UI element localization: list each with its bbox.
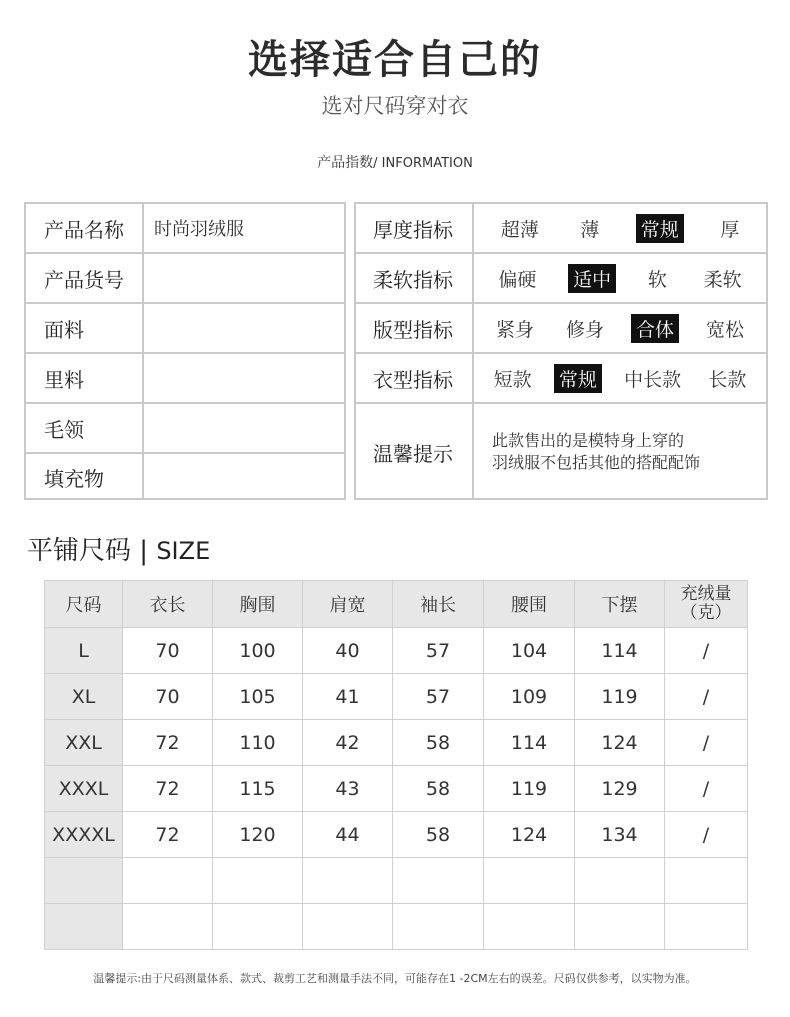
size-table-header: 胸围 (213, 581, 303, 628)
size-table-header: 下摆 (575, 581, 665, 628)
index-row (356, 354, 766, 404)
size-label-cell: XL (45, 674, 123, 720)
size-title-cn: 平铺尺码 (27, 536, 132, 566)
size-value-cell: 70 (123, 628, 213, 674)
size-value-cell: 72 (123, 812, 213, 858)
index-option: 超薄 (500, 218, 539, 241)
index-option: 宽松 (705, 318, 744, 341)
index-option: 长款 (708, 368, 747, 391)
size-label-cell (45, 904, 123, 950)
size-value-cell: 134 (575, 812, 665, 858)
size-label-cell (45, 858, 123, 904)
size-value-cell: 110 (213, 720, 303, 766)
index-option: 柔软 (703, 268, 742, 291)
size-value-cell (575, 858, 665, 904)
size-value-cell: 58 (393, 766, 484, 812)
size-value-cell: 58 (393, 720, 484, 766)
info-row (26, 254, 344, 304)
size-value-cell: 109 (484, 674, 575, 720)
size-table-row (45, 812, 748, 858)
tip-line: 此款售出的是模特身上穿的 (492, 431, 685, 450)
size-table-row (45, 720, 748, 766)
info-header-cn: 产品指数 (317, 155, 374, 171)
index-options (474, 354, 766, 402)
tip-row (356, 404, 766, 500)
size-value-cell: 120 (213, 812, 303, 858)
info-label: 里料 (26, 354, 144, 402)
index-options (474, 254, 766, 302)
info-label: 毛领 (26, 404, 144, 452)
size-value-cell (393, 904, 484, 950)
index-option: 薄 (580, 218, 600, 241)
index-option: 软 (647, 268, 667, 291)
index-option: 偏硬 (498, 268, 537, 291)
size-value-cell (665, 858, 748, 904)
size-value-cell (665, 904, 748, 950)
size-value-cell (303, 904, 393, 950)
page-subtitle: 选对尺码穿对衣 (321, 94, 469, 118)
size-value-cell: 57 (393, 674, 484, 720)
size-value-cell: 119 (484, 766, 575, 812)
info-row (26, 354, 344, 404)
size-table-row (45, 674, 748, 720)
size-label-cell: XXXXL (45, 812, 123, 858)
info-value (144, 454, 344, 500)
size-value-cell: 119 (575, 674, 665, 720)
tip-label: 温馨提示 (356, 404, 474, 500)
index-option-selected: 常规 (636, 214, 684, 243)
index-option: 短款 (493, 368, 532, 391)
size-value-cell (484, 904, 575, 950)
size-value-cell (484, 858, 575, 904)
size-table-header-row (45, 581, 748, 628)
size-value-cell: 114 (575, 628, 665, 674)
size-table-header: 腰围 (484, 581, 575, 628)
size-table-row (45, 766, 748, 812)
index-label: 柔软指标 (356, 254, 474, 302)
header-line: （克） (680, 603, 732, 623)
info-label: 产品名称 (26, 204, 144, 252)
size-value-cell: 72 (123, 720, 213, 766)
tip-text (474, 404, 766, 500)
index-option: 修身 (565, 318, 604, 341)
size-label-cell: L (45, 628, 123, 674)
index-row (356, 304, 766, 354)
size-table-row (45, 904, 748, 950)
size-value-cell (123, 858, 213, 904)
size-title-en: SIZE (156, 537, 211, 565)
size-value-cell: 40 (303, 628, 393, 674)
index-row (356, 204, 766, 254)
size-value-cell: 41 (303, 674, 393, 720)
info-label: 面料 (26, 304, 144, 352)
info-value (144, 304, 344, 352)
info-value (144, 404, 344, 452)
info-row (26, 404, 344, 454)
index-label: 衣型指标 (356, 354, 474, 402)
size-table-row (45, 858, 748, 904)
size-value-cell: 124 (575, 720, 665, 766)
size-value-cell: / (665, 766, 748, 812)
info-header (0, 152, 790, 172)
size-value-cell: 129 (575, 766, 665, 812)
size-value-cell: 114 (484, 720, 575, 766)
index-option-selected: 常规 (554, 364, 602, 393)
size-value-cell: 42 (303, 720, 393, 766)
size-value-cell: 44 (303, 812, 393, 858)
index-option-selected: 适中 (568, 264, 616, 293)
size-value-cell (123, 904, 213, 950)
size-value-cell (303, 858, 393, 904)
index-options (474, 304, 766, 352)
size-table (44, 580, 748, 950)
size-table-header: 尺码 (45, 581, 123, 628)
size-value-cell: 105 (213, 674, 303, 720)
info-value: 时尚羽绒服 (154, 219, 244, 240)
size-title-separator: | (139, 536, 149, 566)
size-value-cell: / (665, 812, 748, 858)
size-value-cell: 115 (213, 766, 303, 812)
product-index-table (354, 202, 768, 500)
size-table-row (45, 628, 748, 674)
size-label-cell: XXXL (45, 766, 123, 812)
size-table-header: 袖长 (393, 581, 484, 628)
info-value (144, 354, 344, 402)
size-value-cell: 104 (484, 628, 575, 674)
size-value-cell (213, 904, 303, 950)
footnote: 温馨提示:由于尺码测量体系、款式、裁剪工艺和测量手法不同，可能存在1 -2CM左右的误差。尺码仅供参考，以实物为准。 (93, 972, 697, 985)
tip-line: 羽绒服不包括其他的搭配配饰 (492, 453, 701, 472)
size-value-cell (393, 858, 484, 904)
size-value-cell: 72 (123, 766, 213, 812)
tip-lines (492, 430, 700, 474)
info-row (26, 304, 344, 354)
info-row (26, 454, 344, 500)
info-header-en: / INFORMATION (373, 156, 473, 171)
size-value-cell (575, 904, 665, 950)
info-row (26, 204, 344, 254)
size-value-cell: 58 (393, 812, 484, 858)
size-table-header: 肩宽 (303, 581, 393, 628)
size-value-cell: 100 (213, 628, 303, 674)
size-table-header (665, 581, 748, 628)
size-section-title (27, 530, 210, 567)
size-value-cell: 43 (303, 766, 393, 812)
index-option: 紧身 (495, 318, 534, 341)
info-value (144, 254, 344, 302)
index-label: 厚度指标 (356, 204, 474, 252)
index-option: 中长款 (624, 368, 682, 391)
info-label: 产品货号 (26, 254, 144, 302)
size-value-cell: / (665, 674, 748, 720)
index-options (474, 204, 766, 252)
page-title: 选择适合自己的 (248, 37, 542, 83)
header-line: 充绒量 (680, 584, 732, 604)
size-value-cell: 70 (123, 674, 213, 720)
size-table-header: 衣长 (123, 581, 213, 628)
index-option: 厚 (720, 218, 740, 241)
size-value-cell: / (665, 628, 748, 674)
index-row (356, 254, 766, 304)
size-label-cell: XXL (45, 720, 123, 766)
index-option-selected: 合体 (631, 314, 679, 343)
index-label: 版型指标 (356, 304, 474, 352)
size-value-cell: / (665, 720, 748, 766)
size-value-cell: 57 (393, 628, 484, 674)
product-info-table (24, 202, 346, 500)
info-label: 填充物 (26, 454, 144, 500)
size-value-cell: 124 (484, 812, 575, 858)
size-value-cell (213, 858, 303, 904)
